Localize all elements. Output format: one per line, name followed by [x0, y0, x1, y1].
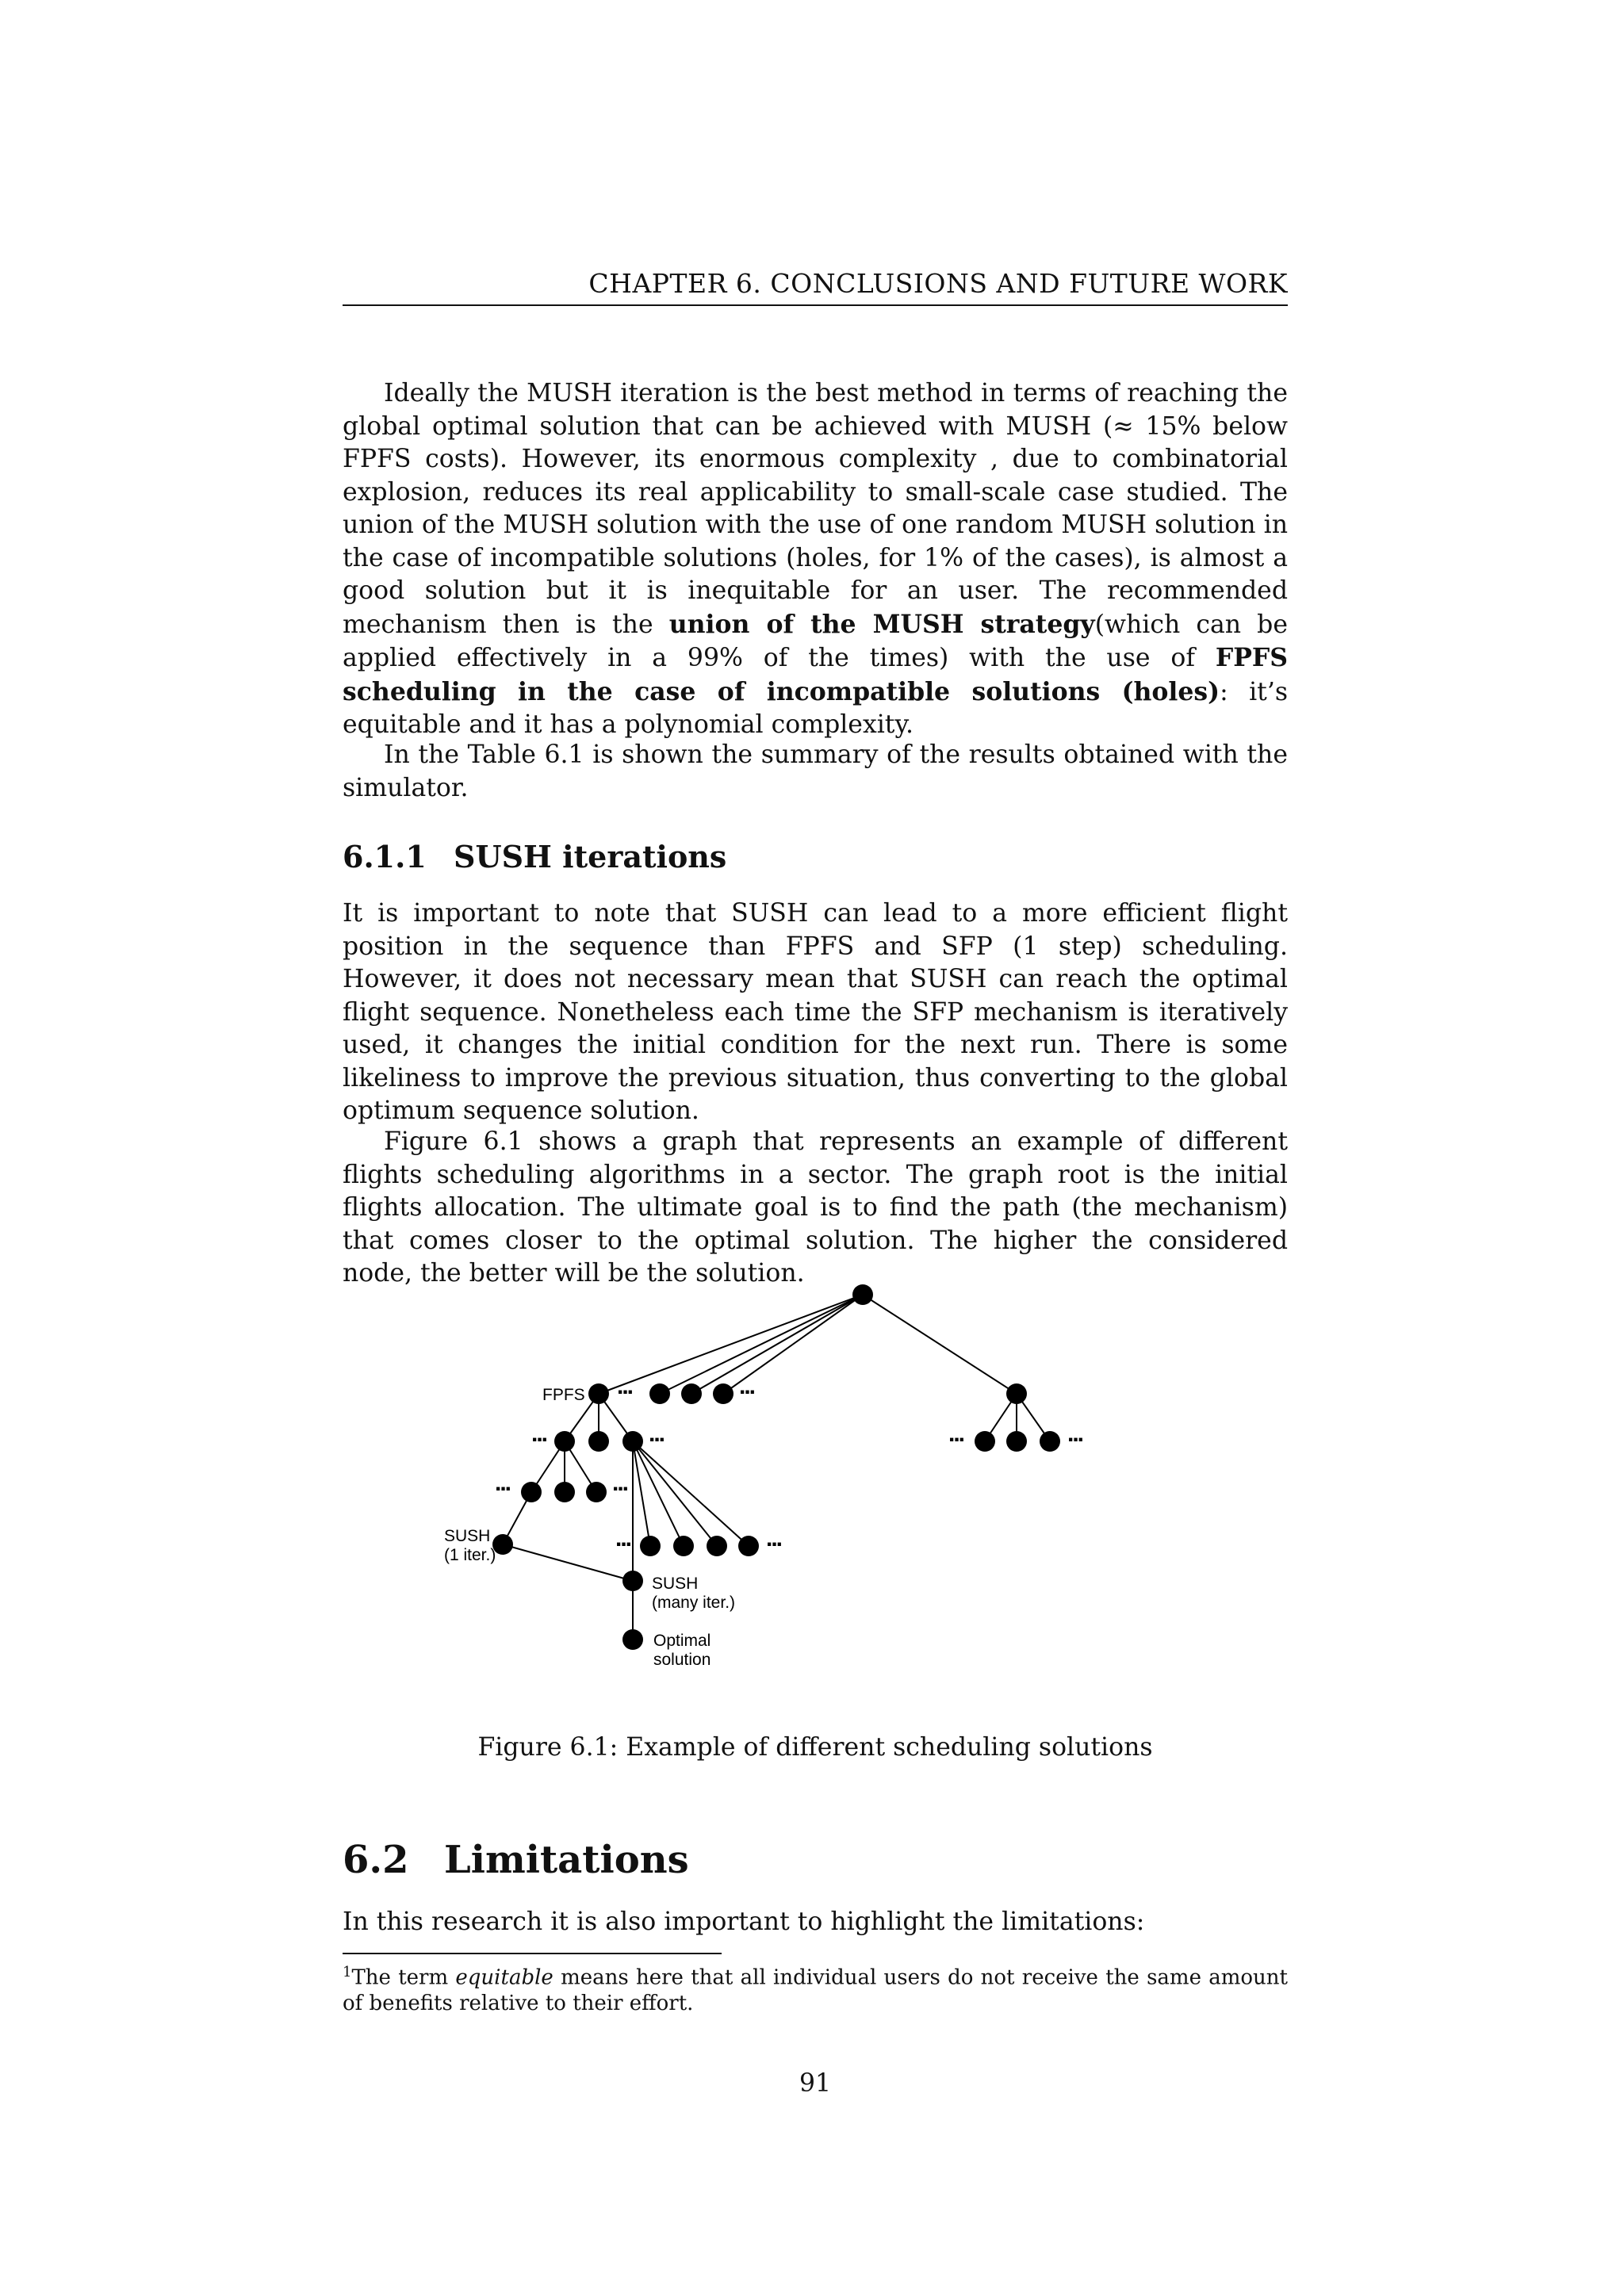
running-head: CHAPTER 6. CONCLUSIONS AND FUTURE WORK [588, 268, 1288, 299]
label-sush-many-iter: (many iter.) [652, 1594, 736, 1612]
paragraph-text: (which can be applied effectively in a 99% of the times) with the use of [343, 610, 1288, 672]
tree-node [707, 1536, 727, 1556]
tree-node [673, 1536, 694, 1556]
edge [503, 1544, 633, 1581]
tree-node [681, 1383, 702, 1404]
paragraph-text: Ideally the MUSH iteration is the best method in terms of reaching the global optimal solution that can be achieved with MUSH (≈ 15% below FPFS costs). However, its enormous complexity , due to combinatorial explosion, reduces its real applicability to small-scale case studied. The union of the MUSH solution with the use of one random MUSH solution in the case of incompatible solutions (holes, for 1% of the cases), is almost a good solution but it is inequitable for an user. The recommended mechanism then is the [343, 379, 1288, 639]
tree-edges [503, 1295, 1050, 1640]
footnote-text: The term [351, 1965, 456, 1990]
optimal-solution-node [622, 1629, 643, 1650]
footnote-text: means here that all individual users do not receive the same amount of benefits relative to their effort. [343, 1965, 1288, 2015]
edge [633, 1441, 717, 1546]
ellipsis: ... [1067, 1421, 1083, 1447]
tree-node [975, 1431, 995, 1452]
tree-node [1040, 1431, 1060, 1452]
tree-node [554, 1431, 575, 1452]
tree-node [713, 1383, 733, 1404]
paragraph-text: Figure 6.1 shows a graph that represents an example of different flights scheduling algorithms in a sector. The graph root is the initial flights allocation. The ultimate goal is to find the path (the mechanism) that comes closer to the optimal solution. The higher the considered node, the better will be the solution. [343, 1127, 1288, 1288]
section-title: Limitations [444, 1838, 689, 1882]
tree-node [1006, 1383, 1027, 1404]
ellipsis: ... [739, 1373, 755, 1399]
edge [633, 1441, 684, 1546]
footnote-emphasis: equitable [455, 1965, 553, 1990]
ellipsis: ... [615, 1525, 631, 1552]
paragraph-limitations-intro [343, 1906, 1288, 1939]
tree-node [738, 1536, 759, 1556]
section-heading [343, 1838, 689, 1882]
bold-fpfs-holes: FPFS scheduling in the case of incompatible solutions (holes) [343, 643, 1288, 706]
tree-labels [444, 1386, 735, 1669]
label-optimal: Optimal [653, 1632, 711, 1650]
tree-nodes [492, 1284, 1060, 1650]
subsection-heading [343, 839, 726, 874]
fpfs-node [588, 1383, 609, 1404]
sush-many-iter-node [622, 1571, 643, 1591]
label-sush-1-iter: (1 iter.) [444, 1546, 496, 1564]
edge [633, 1441, 650, 1546]
figure-scheduling-tree [444, 1276, 1128, 1689]
edge [633, 1441, 749, 1546]
tree-node [554, 1482, 575, 1502]
footnote-mark: 1 [343, 1964, 352, 1980]
tree-node [521, 1482, 542, 1502]
tree-node [588, 1431, 609, 1452]
label-solution: solution [653, 1651, 711, 1669]
header-rule [343, 304, 1288, 306]
ellipsis: ... [495, 1470, 511, 1496]
subsection-title: SUSH iterations [454, 839, 727, 874]
figure-caption: Figure 6.1: Example of different scheduling solutions [477, 1733, 1153, 1762]
paragraph-text: It is important to note that SUSH can lead to a more efficient flight position in the sequence than FPFS and SFP (1 step) scheduling. However, it does not necessary mean that SUSH can reach the optimal flight sequence. Nonetheless each time the SFP mechanism is iteratively used, it changes the initial condition for the next run. There is some likeliness to improve the previous situation, thus converting to the global optimum sequence solution. [343, 899, 1288, 1125]
ellipsis: ... [948, 1421, 964, 1447]
section-number: 6.2 [343, 1838, 409, 1882]
subsection-number: 6.1.1 [343, 839, 427, 874]
label-sush-many: SUSH [652, 1575, 699, 1593]
footnote-rule [343, 1953, 722, 1954]
ellipsis: ... [612, 1470, 628, 1496]
ellipsis: ... [649, 1421, 665, 1447]
edge [599, 1295, 863, 1394]
tree-node [649, 1383, 670, 1404]
footnote [343, 1960, 1288, 2016]
tree-node [1006, 1431, 1027, 1452]
paragraph-text: In the Table 6.1 is shown the summary of the results obtained with the simulator. [343, 740, 1288, 802]
tree-node [622, 1431, 643, 1452]
edge [660, 1295, 863, 1394]
ellipsis: ... [531, 1421, 547, 1447]
tree-node [586, 1482, 607, 1502]
tree-node [640, 1536, 661, 1556]
page-number: 91 [799, 2069, 832, 2098]
paragraph-text: In this research it is also important to highlight the limitations: [343, 1908, 1145, 1936]
paragraph-figure-ref [343, 1126, 1288, 1291]
edge [691, 1295, 863, 1394]
document-page [343, 0, 1288, 2296]
tree-graph [444, 1276, 1128, 1689]
paragraph-mush-summary [343, 377, 1288, 742]
ellipsis: ... [766, 1525, 782, 1552]
label-sush-1: SUSH [444, 1527, 491, 1545]
label-fpfs: FPFS [542, 1386, 585, 1404]
root-node [852, 1284, 873, 1305]
paragraph-table-ref [343, 739, 1288, 805]
ellipsis: ... [617, 1373, 633, 1399]
bold-union-mush: union of the MUSH strategy [668, 609, 1095, 639]
edge [863, 1295, 1017, 1394]
paragraph-text: : it’s equitable and it has a polynomial complexity. [343, 677, 1288, 739]
paragraph-sush [343, 897, 1288, 1128]
